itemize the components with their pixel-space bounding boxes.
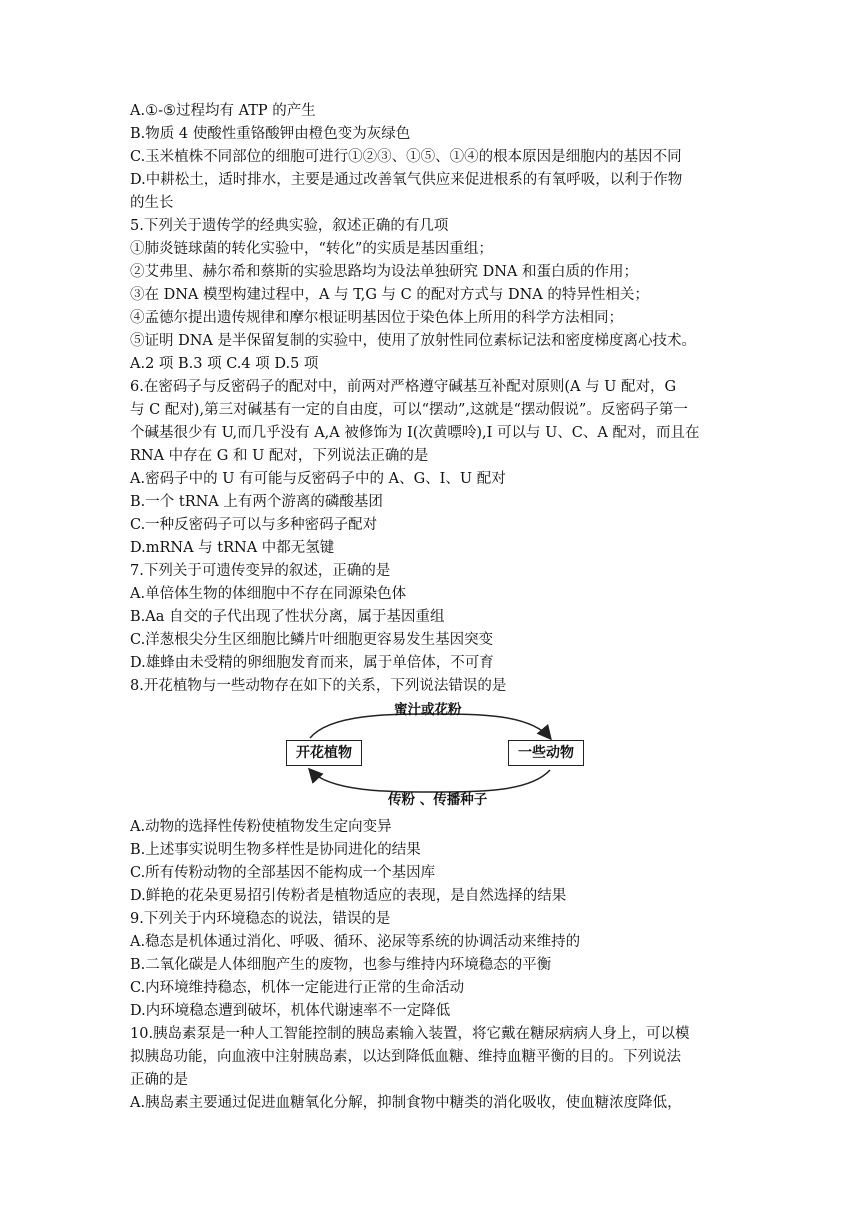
q6-stem-2: 与 C 配对),第三对碱基有一定的自由度，可以“摆动”,这就是“摆动假说”。反密码子第一: [130, 402, 688, 418]
q4-option-d: D.中耕松土，适时排水，主要是通过改善氧气供应来促进根系的有氧呼吸，以利于作物: [130, 172, 683, 188]
q8-option-a: A.动物的选择性传粉使植物发生定向变异: [130, 819, 392, 835]
plant-animal-diagram: [130, 700, 730, 810]
q6-stem-1: 6.在密码子与反密码子的配对中，前两对严格遵守碱基互补配对原则(A 与 U 配对，G: [130, 379, 677, 395]
q10-stem-3: 正确的是: [130, 1072, 188, 1088]
q9-option-d: D.内环境稳态遭到破坏，机体代谢速率不一定降低: [130, 1003, 451, 1019]
q5-item-1: ①肺炎链球菌的转化实验中，“转化”的实质是基因重组；: [130, 241, 493, 257]
animal-box: 一些动物: [508, 740, 584, 766]
q4-option-d-cont: 的生长: [130, 195, 174, 211]
q7-option-a: A.单倍体生物的体细胞中不存在同源染色体: [130, 586, 407, 602]
q6-option-b: B.一个 tRNA 上有两个游离的磷酸基团: [130, 494, 383, 510]
q7-option-b: B.Aa 自交的子代出现了性状分离，属于基因重组: [130, 609, 445, 625]
q6-option-c: C.一种反密码子可以与多种密码子配对: [130, 517, 378, 533]
q5-item-4: ④孟德尔提出遗传规律和摩尔根证明基因位于染色体上所用的科学方法相同；: [130, 310, 623, 326]
q10-stem-1: 10.胰岛素泵是一种人工智能控制的胰岛素输入装置，将它戴在糖尿病病人身上，可以模: [130, 1026, 690, 1042]
q5-stem: 5.下列关于遗传学的经典实验，叙述正确的有几项: [130, 218, 449, 234]
q8-option-d: D.鲜艳的花朵更易招引传粉者是植物适应的表现，是自然选择的结果: [130, 888, 567, 904]
q7-stem: 7.下列关于可遗传变异的叙述，正确的是: [130, 563, 391, 579]
q9-option-a: A.稳态是机体通过消化、呼吸、循环、泌尿等系统的协调活动来维持的: [130, 934, 581, 950]
q5-item-2: ②艾弗里、赫尔希和蔡斯的实验思路均为设法单独研究 DNA 和蛋白质的作用；: [130, 264, 638, 280]
q7-option-c: C.洋葱根尖分生区细胞比鳞片叶细胞更容易发生基因突变: [130, 632, 494, 648]
q8-option-c: C.所有传粉动物的全部基因不能构成一个基因库: [130, 865, 436, 881]
bottom-label: 传粉 、传播种子: [388, 792, 488, 808]
q5-item-3: ③在 DNA 模型构建过程中，A 与 T,G 与 C 的配对方式与 DNA 的特异性相关；: [130, 287, 649, 303]
q9-option-c: C.内环境维持稳态，机体一定能进行正常的生命活动: [130, 980, 465, 996]
q4-option-a: A.①-⑤过程均有 ATP 的产生: [130, 103, 316, 119]
plant-box: 开花植物: [286, 740, 362, 766]
q8-option-b: B.上述事实说明生物多样性是协同进化的结果: [130, 842, 421, 858]
q4-option-b: B.物质 4 使酸性重铬酸钾由橙色变为灰绿色: [130, 126, 411, 142]
document-page: [130, 100, 730, 1115]
q5-item-5: ⑤证明 DNA 是半保留复制的实验中，使用了放射性同位素标记法和密度梯度离心技术。: [130, 333, 696, 349]
q6-option-a: A.密码子中的 U 有可能与反密码子中的 A、G、I、U 配对: [130, 471, 506, 487]
q7-option-d: D.雄蜂由未受精的卵细胞发育而来，属于单倍体，不可育: [130, 655, 494, 671]
q6-stem-4: RNA 中存在 G 和 U 配对，下列说法正确的是: [130, 448, 429, 464]
q10-option-a: A.胰岛素主要通过促进血糖氧化分解，抑制食物中糖类的消化吸收，使血糖浓度降低，: [130, 1095, 682, 1111]
q8-stem: 8.开花植物与一些动物存在如下的关系，下列说法错误的是: [130, 678, 507, 694]
q6-stem-3: 个碱基很少有 U,而几乎没有 A,A 被修饰为 I(次黄嘌呤),I 可以与 U、C、A 配对，而且在: [130, 425, 700, 441]
q4-option-c: C.玉米植株不同部位的细胞可进行①②③、①⑤、①④的根本原因是细胞内的基因不同: [130, 149, 682, 165]
top-label: 蜜汁或花粉: [394, 702, 462, 718]
q9-stem: 9.下列关于内环境稳态的说法，错误的是: [130, 911, 391, 927]
q10-stem-2: 拟胰岛功能，向血液中注射胰岛素，以达到降低血糖、维持血糖平衡的目的。下列说法: [130, 1049, 681, 1065]
q6-option-d: D.mRNA 与 tRNA 中都无氢键: [130, 540, 335, 556]
q5-options: A.2 项 B.3 项 C.4 项 D.5 项: [130, 356, 319, 372]
q9-option-b: B.二氧化碳是人体细胞产生的废物，也参与维持内环境稳态的平衡: [130, 957, 552, 973]
